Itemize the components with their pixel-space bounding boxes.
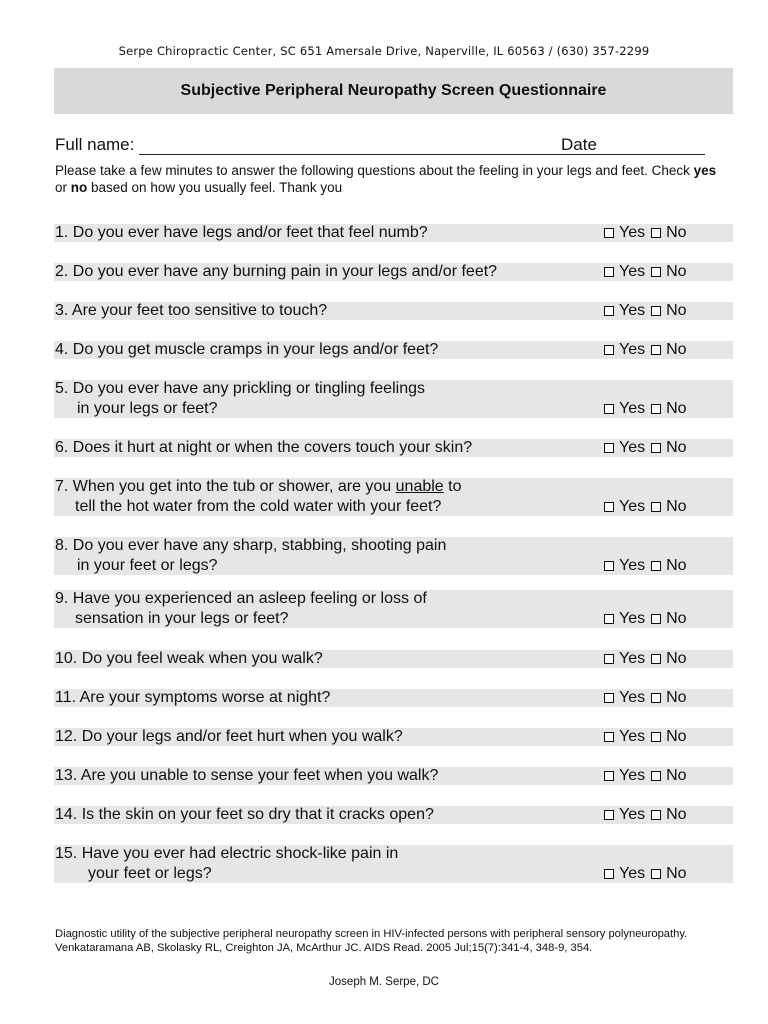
yes-label: Yes bbox=[619, 498, 646, 515]
instructions-text-2: based on how you usually feel. Thank you bbox=[87, 180, 343, 195]
no-option[interactable] bbox=[651, 805, 686, 825]
no-checkbox[interactable] bbox=[651, 693, 661, 703]
question-text-continued: sensation in your legs or feet? bbox=[75, 610, 289, 627]
no-label: No bbox=[666, 341, 687, 358]
question-row-13 bbox=[54, 767, 733, 785]
yes-label: Yes bbox=[619, 728, 646, 745]
clinic-header: Serpe Chiropractic Center, SC 651 Amersale Drive, Naperville, IL 60563 / (630) 357-2299 bbox=[118, 44, 650, 58]
no-checkbox[interactable] bbox=[651, 228, 661, 238]
answer-options bbox=[604, 497, 693, 517]
answer-options bbox=[604, 688, 693, 708]
yes-option[interactable] bbox=[604, 766, 645, 786]
question-row-11 bbox=[54, 689, 733, 707]
yes-label: Yes bbox=[619, 650, 646, 667]
no-option[interactable] bbox=[651, 262, 686, 282]
yes-label: Yes bbox=[619, 341, 646, 358]
yes-option[interactable] bbox=[604, 805, 645, 825]
no-option[interactable] bbox=[651, 649, 686, 669]
yes-option[interactable] bbox=[604, 864, 645, 884]
page-title: Subjective Peripheral Neuropathy Screen Questionnaire bbox=[54, 68, 733, 114]
emphasis-unable: unable bbox=[395, 478, 444, 495]
no-checkbox[interactable] bbox=[651, 404, 661, 414]
question-text: 4. Do you get muscle cramps in your legs and/or feet? bbox=[55, 341, 439, 358]
instructions-yes-word: yes bbox=[693, 163, 717, 178]
answer-options bbox=[604, 805, 693, 825]
no-option[interactable] bbox=[651, 399, 686, 419]
no-option[interactable] bbox=[651, 688, 686, 708]
no-checkbox[interactable] bbox=[651, 614, 661, 624]
yes-checkbox[interactable] bbox=[604, 732, 614, 742]
question-text-continued: tell the hot water from the cold water with your feet? bbox=[75, 498, 442, 515]
question-text: 1. Do you ever have legs and/or feet that feel numb? bbox=[55, 224, 428, 241]
no-checkbox[interactable] bbox=[651, 810, 661, 820]
question-row-10 bbox=[54, 650, 733, 668]
no-option[interactable] bbox=[651, 340, 686, 360]
question-text: 8. Do you ever have any sharp, stabbing, shooting pain bbox=[55, 537, 447, 554]
no-checkbox[interactable] bbox=[651, 443, 661, 453]
no-option[interactable] bbox=[651, 766, 686, 786]
yes-option[interactable] bbox=[604, 438, 645, 458]
question-text-continued: your feet or legs? bbox=[88, 865, 212, 882]
answer-options bbox=[604, 766, 693, 786]
no-label: No bbox=[666, 650, 687, 667]
yes-option[interactable] bbox=[604, 649, 645, 669]
yes-option[interactable] bbox=[604, 609, 645, 629]
question-text: 14. Is the skin on your feet so dry that it cracks open? bbox=[55, 806, 434, 823]
no-label: No bbox=[666, 610, 687, 627]
signature: Joseph M. Serpe, DC bbox=[329, 976, 439, 988]
no-checkbox[interactable] bbox=[651, 267, 661, 277]
question-text: 6. Does it hurt at night or when the covers touch your skin? bbox=[55, 439, 473, 456]
no-label: No bbox=[666, 806, 687, 823]
no-label: No bbox=[666, 557, 687, 574]
question-text: 15. Have you ever had electric shock-like pain in bbox=[55, 845, 399, 862]
yes-checkbox[interactable] bbox=[604, 810, 614, 820]
yes-option[interactable] bbox=[604, 556, 645, 576]
answer-options bbox=[604, 609, 693, 629]
question-row-14 bbox=[54, 806, 733, 824]
question-text-continued: in your feet or legs? bbox=[77, 557, 218, 574]
answer-options bbox=[604, 262, 693, 282]
question-text: 10. Do you feel weak when you walk? bbox=[55, 650, 323, 667]
no-label: No bbox=[666, 865, 687, 882]
date-label: Date bbox=[561, 135, 597, 154]
yes-checkbox[interactable] bbox=[604, 654, 614, 664]
question-text: 11. Are your symptoms worse at night? bbox=[55, 689, 331, 706]
no-option[interactable] bbox=[651, 301, 686, 321]
question-text: 2. Do you ever have any burning pain in your legs and/or feet? bbox=[55, 263, 498, 280]
question-text: 13. Are you unable to sense your feet when you walk? bbox=[55, 767, 439, 784]
question-row-15 bbox=[54, 845, 733, 883]
instructions-no-word: no bbox=[70, 180, 88, 195]
no-option[interactable] bbox=[651, 727, 686, 747]
answer-options bbox=[604, 340, 693, 360]
no-option[interactable] bbox=[651, 223, 686, 243]
yes-label: Yes bbox=[619, 806, 646, 823]
yes-option[interactable] bbox=[604, 223, 645, 243]
no-checkbox[interactable] bbox=[651, 561, 661, 571]
no-label: No bbox=[666, 302, 687, 319]
yes-option[interactable] bbox=[604, 688, 645, 708]
question-row-2 bbox=[54, 263, 733, 281]
no-checkbox[interactable] bbox=[651, 654, 661, 664]
instructions-or-word: or bbox=[55, 180, 71, 195]
no-option[interactable] bbox=[651, 497, 686, 517]
answer-options bbox=[604, 438, 693, 458]
yes-option[interactable] bbox=[604, 340, 645, 360]
question-text-tail: to bbox=[443, 478, 462, 495]
question-row-6 bbox=[54, 439, 733, 457]
question-text: 9. Have you experienced an asleep feeling or loss of bbox=[55, 590, 427, 607]
no-checkbox[interactable] bbox=[651, 345, 661, 355]
yes-option[interactable] bbox=[604, 262, 645, 282]
question-text-continued: in your legs or feet? bbox=[77, 400, 218, 417]
no-label: No bbox=[666, 263, 687, 280]
yes-checkbox[interactable] bbox=[604, 693, 614, 703]
yes-checkbox[interactable] bbox=[604, 771, 614, 781]
no-label: No bbox=[666, 224, 687, 241]
no-option[interactable] bbox=[651, 864, 686, 884]
yes-option[interactable] bbox=[604, 399, 645, 419]
yes-checkbox[interactable] bbox=[604, 502, 614, 512]
no-checkbox[interactable] bbox=[651, 771, 661, 781]
question-text: 3. Are your feet too sensitive to touch? bbox=[55, 302, 328, 319]
no-option[interactable] bbox=[651, 556, 686, 576]
yes-label: Yes bbox=[619, 302, 646, 319]
no-label: No bbox=[666, 400, 687, 417]
yes-option[interactable] bbox=[604, 301, 645, 321]
no-option[interactable] bbox=[651, 609, 686, 629]
question-row-9 bbox=[54, 590, 733, 628]
yes-label: Yes bbox=[619, 610, 646, 627]
no-label: No bbox=[666, 728, 687, 745]
no-checkbox[interactable] bbox=[651, 732, 661, 742]
yes-label: Yes bbox=[619, 557, 646, 574]
answer-options bbox=[604, 399, 693, 419]
yes-checkbox[interactable] bbox=[604, 404, 614, 414]
no-checkbox[interactable] bbox=[651, 306, 661, 316]
yes-label: Yes bbox=[619, 865, 646, 882]
answer-options bbox=[604, 301, 693, 321]
no-label: No bbox=[666, 689, 687, 706]
yes-label: Yes bbox=[619, 224, 646, 241]
answer-options bbox=[604, 727, 693, 747]
answer-options bbox=[604, 223, 693, 243]
no-option[interactable] bbox=[651, 438, 686, 458]
yes-checkbox[interactable] bbox=[604, 561, 614, 571]
yes-checkbox[interactable] bbox=[604, 228, 614, 238]
no-checkbox[interactable] bbox=[651, 502, 661, 512]
yes-label: Yes bbox=[619, 689, 646, 706]
question-row-12 bbox=[54, 728, 733, 746]
full-name-label: Full name: bbox=[55, 135, 135, 154]
question-text: 5. Do you ever have any prickling or tingling feelings bbox=[55, 380, 425, 397]
answer-options bbox=[604, 556, 693, 576]
no-label: No bbox=[666, 498, 687, 515]
yes-checkbox[interactable] bbox=[604, 345, 614, 355]
question-text: 12. Do your legs and/or feet hurt when you walk? bbox=[55, 728, 403, 745]
no-checkbox[interactable] bbox=[651, 869, 661, 879]
no-label: No bbox=[666, 767, 687, 784]
yes-option[interactable] bbox=[604, 497, 645, 517]
yes-label: Yes bbox=[619, 400, 646, 417]
answer-options bbox=[604, 864, 693, 884]
yes-checkbox[interactable] bbox=[604, 443, 614, 453]
yes-label: Yes bbox=[619, 263, 646, 280]
question-row-4 bbox=[54, 341, 733, 359]
yes-label: Yes bbox=[619, 767, 646, 784]
question-row-3 bbox=[54, 302, 733, 320]
yes-checkbox[interactable] bbox=[604, 306, 614, 316]
yes-label: Yes bbox=[619, 439, 646, 456]
question-text: 7. When you get into the tub or shower, are you bbox=[55, 478, 396, 495]
question-row-1 bbox=[54, 224, 733, 242]
question-row-7 bbox=[54, 478, 733, 516]
question-row-5 bbox=[54, 380, 733, 418]
question-row-8 bbox=[54, 537, 733, 575]
no-label: No bbox=[666, 439, 687, 456]
citation-footnote: Diagnostic utility of the subjective peripheral neuropathy screen in HIV-infected persons with peripheral sensory polyneuropathy. Venkataramana AB, Skolasky RL, Creighton JA, McArthur JC. AIDS Read. 2005 Jul;15(7):341-4, 348-9, 354. bbox=[55, 928, 688, 954]
yes-option[interactable] bbox=[604, 727, 645, 747]
yes-checkbox[interactable] bbox=[604, 267, 614, 277]
instructions-text-1: Please take a few minutes to answer the following questions about the feeling in your legs and feet. Check bbox=[55, 163, 694, 178]
yes-checkbox[interactable] bbox=[604, 614, 614, 624]
yes-checkbox[interactable] bbox=[604, 869, 614, 879]
answer-options bbox=[604, 649, 693, 669]
